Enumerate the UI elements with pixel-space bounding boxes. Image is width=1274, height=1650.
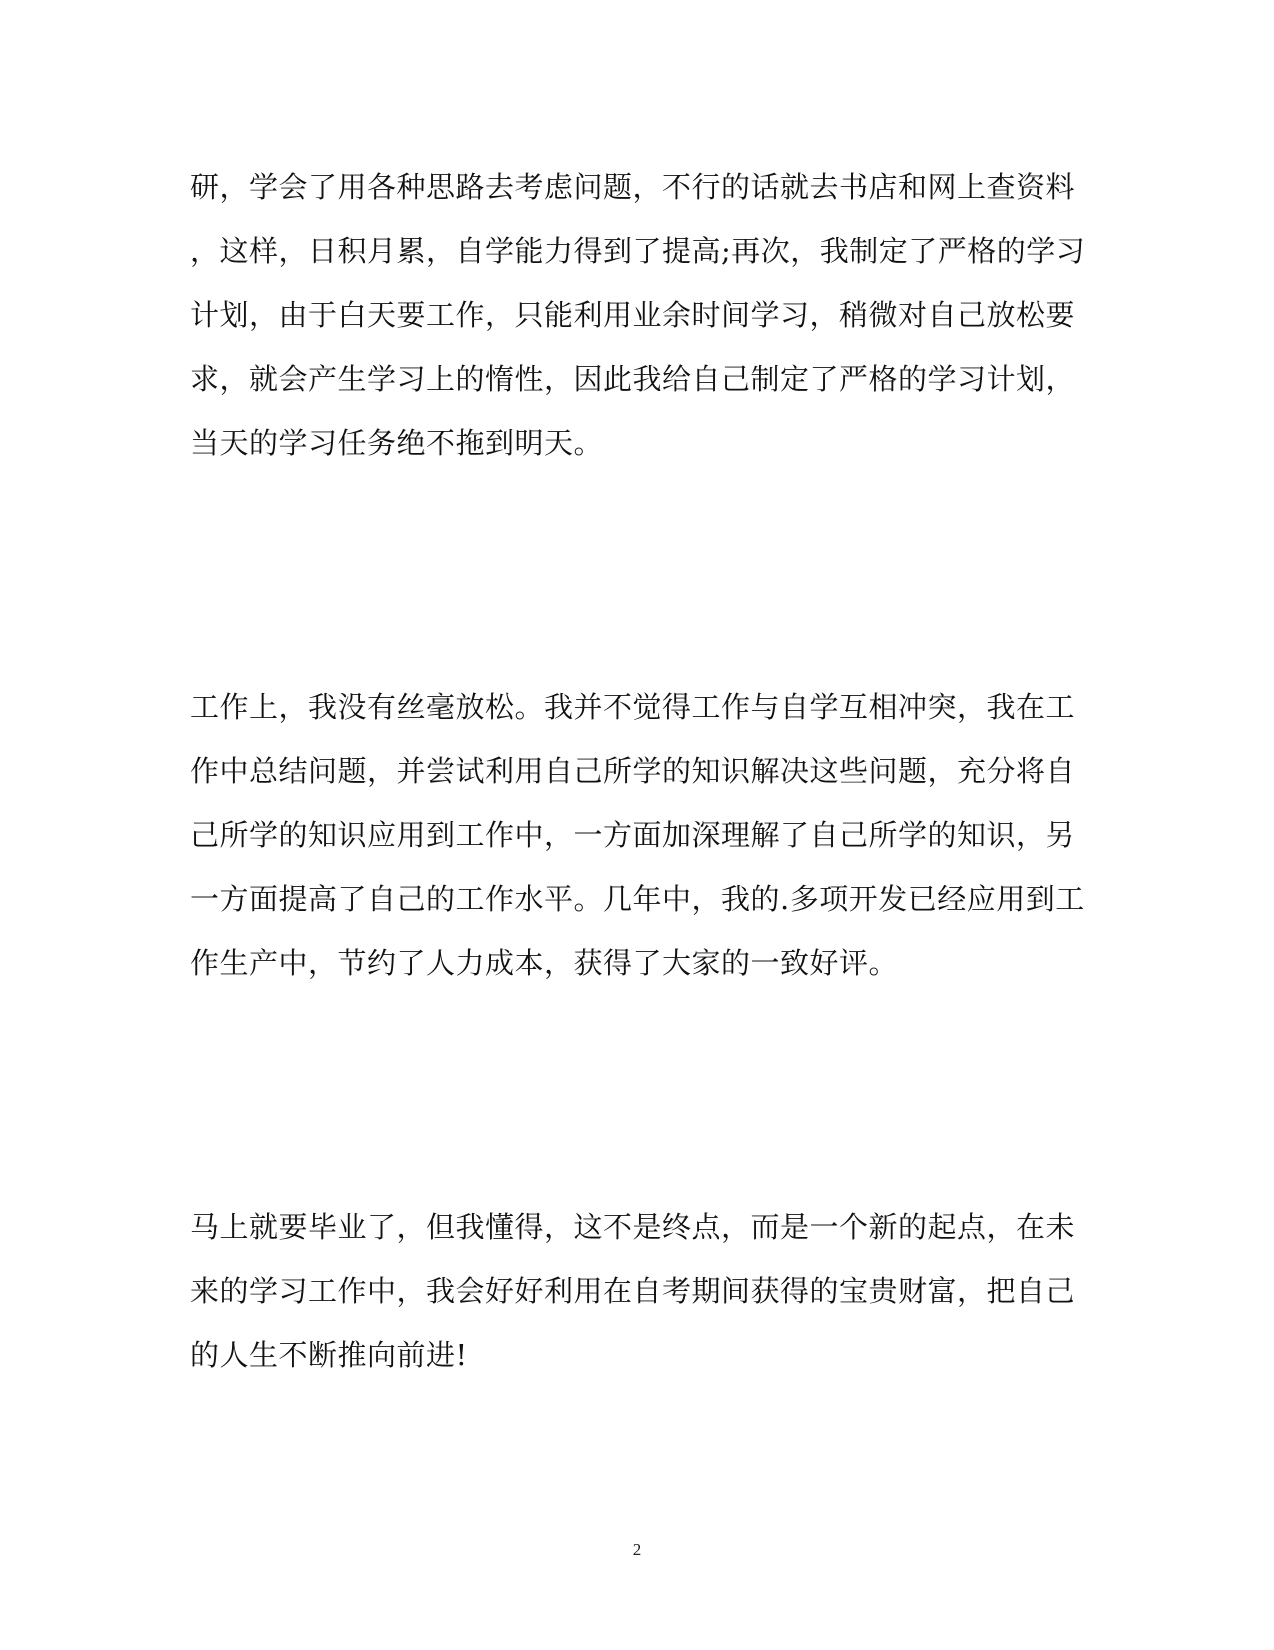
- text-line: 当天的学习任务绝不拖到明天。: [190, 426, 604, 460]
- paragraph-work: [190, 675, 1090, 995]
- text-line: 作中总结问题，并尝试利用自己所学的知识解决这些问题，充分将自: [190, 754, 1076, 788]
- text-line: 马上就要毕业了，但我懂得，这不是终点，而是一个新的起点，在未: [190, 1210, 1076, 1244]
- text-line: ，这样，日积月累，自学能力得到了提高;再次，我制定了严格的学习: [190, 234, 1086, 268]
- paragraph-graduation: [190, 1195, 1090, 1387]
- text-line: 研，学会了用各种思路去考虑问题，不行的话就去书店和网上查资料: [190, 170, 1076, 204]
- text-line: 作生产中，节约了人力成本，获得了大家的一致好评。: [190, 946, 899, 980]
- text-line: 计划，由于白天要工作，只能利用业余时间学习，稍微对自己放松要: [190, 298, 1076, 332]
- text-line: 来的学习工作中，我会好好利用在自考期间获得的宝贵财富，把自己: [190, 1274, 1076, 1308]
- page-number: 2: [632, 1540, 642, 1559]
- text-line: 己所学的知识应用到工作中，一方面加深理解了自己所学的知识，另: [190, 818, 1076, 852]
- text-line: 工作上，我没有丝毫放松。我并不觉得工作与自学互相冲突，我在工: [190, 690, 1076, 724]
- text-line: 的人生不断推向前进!: [190, 1338, 468, 1372]
- paragraph-self-study: [190, 155, 1090, 475]
- text-line: 一方面提高了自己的工作水平。几年中，我的.多项开发已经应用到工: [190, 882, 1085, 916]
- text-line: 求，就会产生学习上的惰性，因此我给自己制定了严格的学习计划，: [190, 362, 1076, 396]
